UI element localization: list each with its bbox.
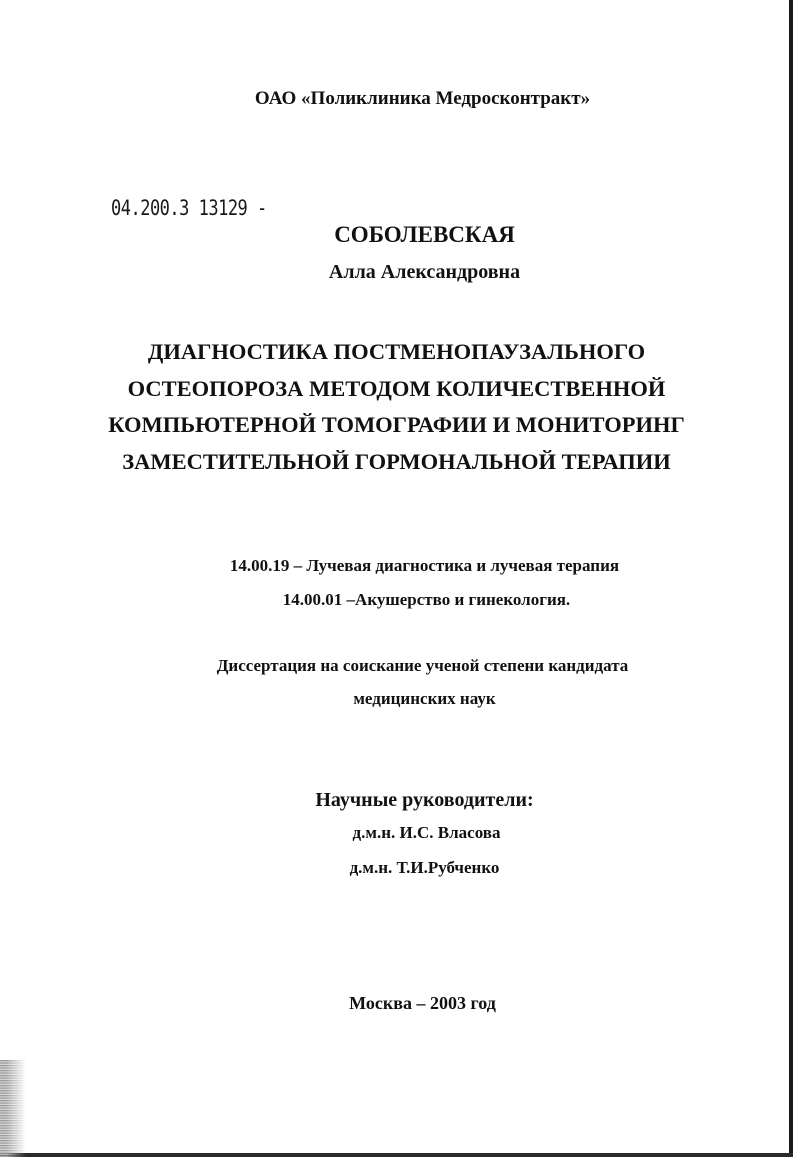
dissertation-degree-line-2: медицинских наук (353, 689, 496, 708)
specialty-code-1: 14.00.19 – Лучевая диагностика и лучевая терапия (229, 556, 620, 575)
scan-edge-artifact (0, 1060, 26, 1157)
title-line: КОМПЬЮТЕРНОЙ ТОМОГРАФИИ И МОНИТОРИНГ (108, 412, 685, 437)
scan-border-bottom (0, 1153, 793, 1157)
title-line: ОСТЕОПОРОЗА МЕТОДОМ КОЛИЧЕСТВЕННОЙ (127, 375, 666, 401)
scan-border-right (789, 0, 793, 1157)
dissertation-title (0, 334, 793, 480)
title-line: ДИАГНОСТИКА ПОСТМЕНОПАУЗАЛЬНОГО (147, 339, 646, 364)
supervisor-1: д.м.н. И.С. Власова (352, 823, 501, 842)
specialty-code-2: 14.00.01 –Акушерство и гинекология. (282, 590, 571, 609)
dissertation-degree-line-1: Диссертация на соискание ученой степени кандидата (216, 656, 629, 675)
supervisor-2: д.м.н. Т.И.Рубченко (349, 858, 500, 877)
title-line: ЗАМЕСТИТЕЛЬНОЙ ГОРМОНАЛЬНОЙ ТЕРАПИИ (122, 448, 671, 474)
author-surname: СОБОЛЕВСКАЯ (334, 222, 515, 247)
author-given-names: Алла Александровна (328, 261, 521, 283)
supervisors-heading: Научные руководители: (315, 789, 534, 811)
organization-name: ОАО «Поликлиника Медросконтракт» (254, 88, 591, 109)
city-year: Москва – 2003 год (349, 993, 496, 1013)
registration-number-stamp: 04.200.3 13129 - (111, 196, 267, 221)
